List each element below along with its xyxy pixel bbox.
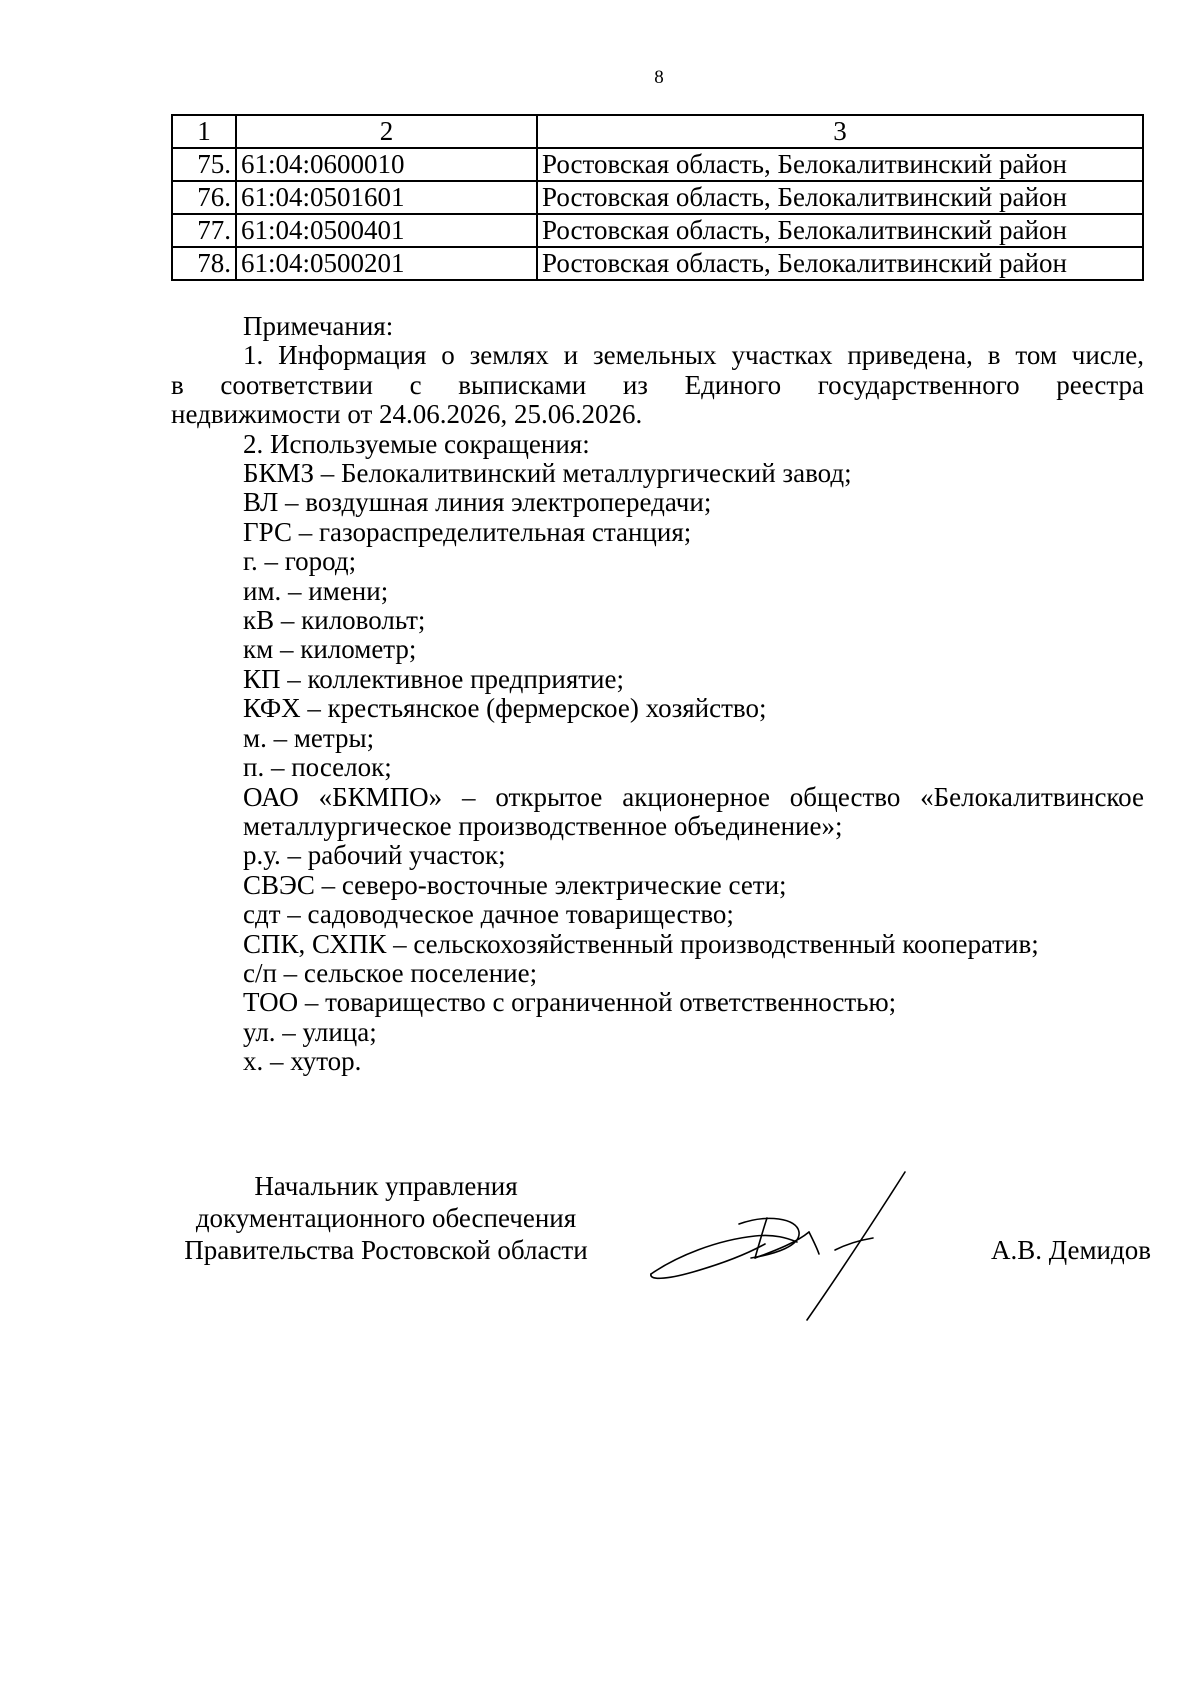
abbreviation-item: сдт – садоводческое дачное товарищество;	[243, 899, 734, 930]
notes-section	[171, 312, 1144, 1077]
abbreviation-item: БКМЗ – Белокалитвинский металлургический завод;	[243, 458, 852, 489]
header-cell-1: 1	[172, 115, 236, 148]
cadastral-code: 61:04:0501601	[236, 181, 537, 214]
cadastral-code: 61:04:0600010	[236, 148, 537, 181]
abbreviation-item: КП – коллективное предприятие;	[243, 663, 624, 694]
signature-block	[171, 1170, 1151, 1330]
land-plots-table	[171, 114, 1144, 281]
abbreviation-item: км – километр;	[243, 634, 417, 665]
abbreviation-item: ОАО «БКМПО» – открытое акционерное общество «Белокалитвинское	[243, 781, 1144, 812]
address: Ростовская область, Белокалитвинский район	[537, 181, 1143, 214]
abbreviation-item: ГРС – газораспределительная станция;	[243, 516, 692, 547]
row-number: 78.	[172, 247, 236, 280]
cadastral-code: 61:04:0500201	[236, 247, 537, 280]
abbreviation-item: ВЛ – воздушная линия электропередачи;	[243, 487, 712, 518]
address: Ростовская область, Белокалитвинский район	[537, 148, 1143, 181]
abbreviation-item: х. – хутор.	[243, 1046, 362, 1077]
handwritten-signature	[647, 1170, 937, 1330]
abbreviation-item: СПК, СХПК – сельскохозяйственный производственный кооператив;	[243, 928, 1039, 959]
table-row	[172, 214, 1143, 247]
table-header-row	[172, 115, 1143, 148]
row-number: 77.	[172, 214, 236, 247]
note-1-line-2: в соответствии с выписками из Единого государственного реестра	[171, 369, 1144, 400]
note-1-line-1: 1. Информация о землях и земельных участках приведена, в том числе,	[243, 340, 1144, 371]
table-row	[172, 148, 1143, 181]
abbreviation-item: металлургическое производственное объединение»;	[243, 810, 843, 841]
table-row	[172, 181, 1143, 214]
position-line: Начальник управления	[254, 1171, 518, 1201]
abbreviation-item: кВ – киловольт;	[243, 605, 426, 636]
note-2-heading: 2. Используемые сокращения:	[243, 428, 590, 459]
address: Ростовская область, Белокалитвинский район	[537, 247, 1143, 280]
position-line: Правительства Ростовской области	[184, 1235, 588, 1265]
row-number: 75.	[172, 148, 236, 181]
abbreviation-item: ул. – улица;	[243, 1016, 377, 1047]
signer-name: А.В. Демидов	[990, 1235, 1151, 1265]
position-line: документационного обеспечения	[195, 1203, 577, 1233]
abbreviation-item: СВЭС – северо-восточные электрические сети;	[243, 869, 787, 900]
address: Ростовская область, Белокалитвинский район	[537, 214, 1143, 247]
cadastral-code: 61:04:0500401	[236, 214, 537, 247]
header-cell-2: 2	[236, 115, 537, 148]
signer-position	[171, 1170, 601, 1266]
table-row	[172, 247, 1143, 280]
page-number-text: 8	[654, 67, 664, 88]
abbreviation-item: р.у. – рабочий участок;	[243, 840, 506, 871]
abbreviation-item: м. – метры;	[243, 722, 375, 753]
abbreviation-item: п. – поселок;	[243, 752, 392, 783]
header-cell-3: 3	[537, 115, 1143, 148]
note-1-line-3: недвижимости от 24.06.2026, 25.06.2026.	[171, 399, 643, 430]
abbreviation-item: с/п – сельское поселение;	[243, 957, 538, 988]
abbreviation-item: КФХ – крестьянское (фермерское) хозяйство;	[243, 693, 767, 724]
abbreviation-item: г. – город;	[243, 546, 357, 577]
abbreviation-item: ТОО – товарищество с ограниченной ответственностью;	[243, 987, 897, 1018]
notes-heading: Примечания:	[243, 311, 394, 341]
row-number: 76.	[172, 181, 236, 214]
abbreviation-item: им. – имени;	[243, 575, 389, 606]
page-number	[0, 66, 1200, 90]
